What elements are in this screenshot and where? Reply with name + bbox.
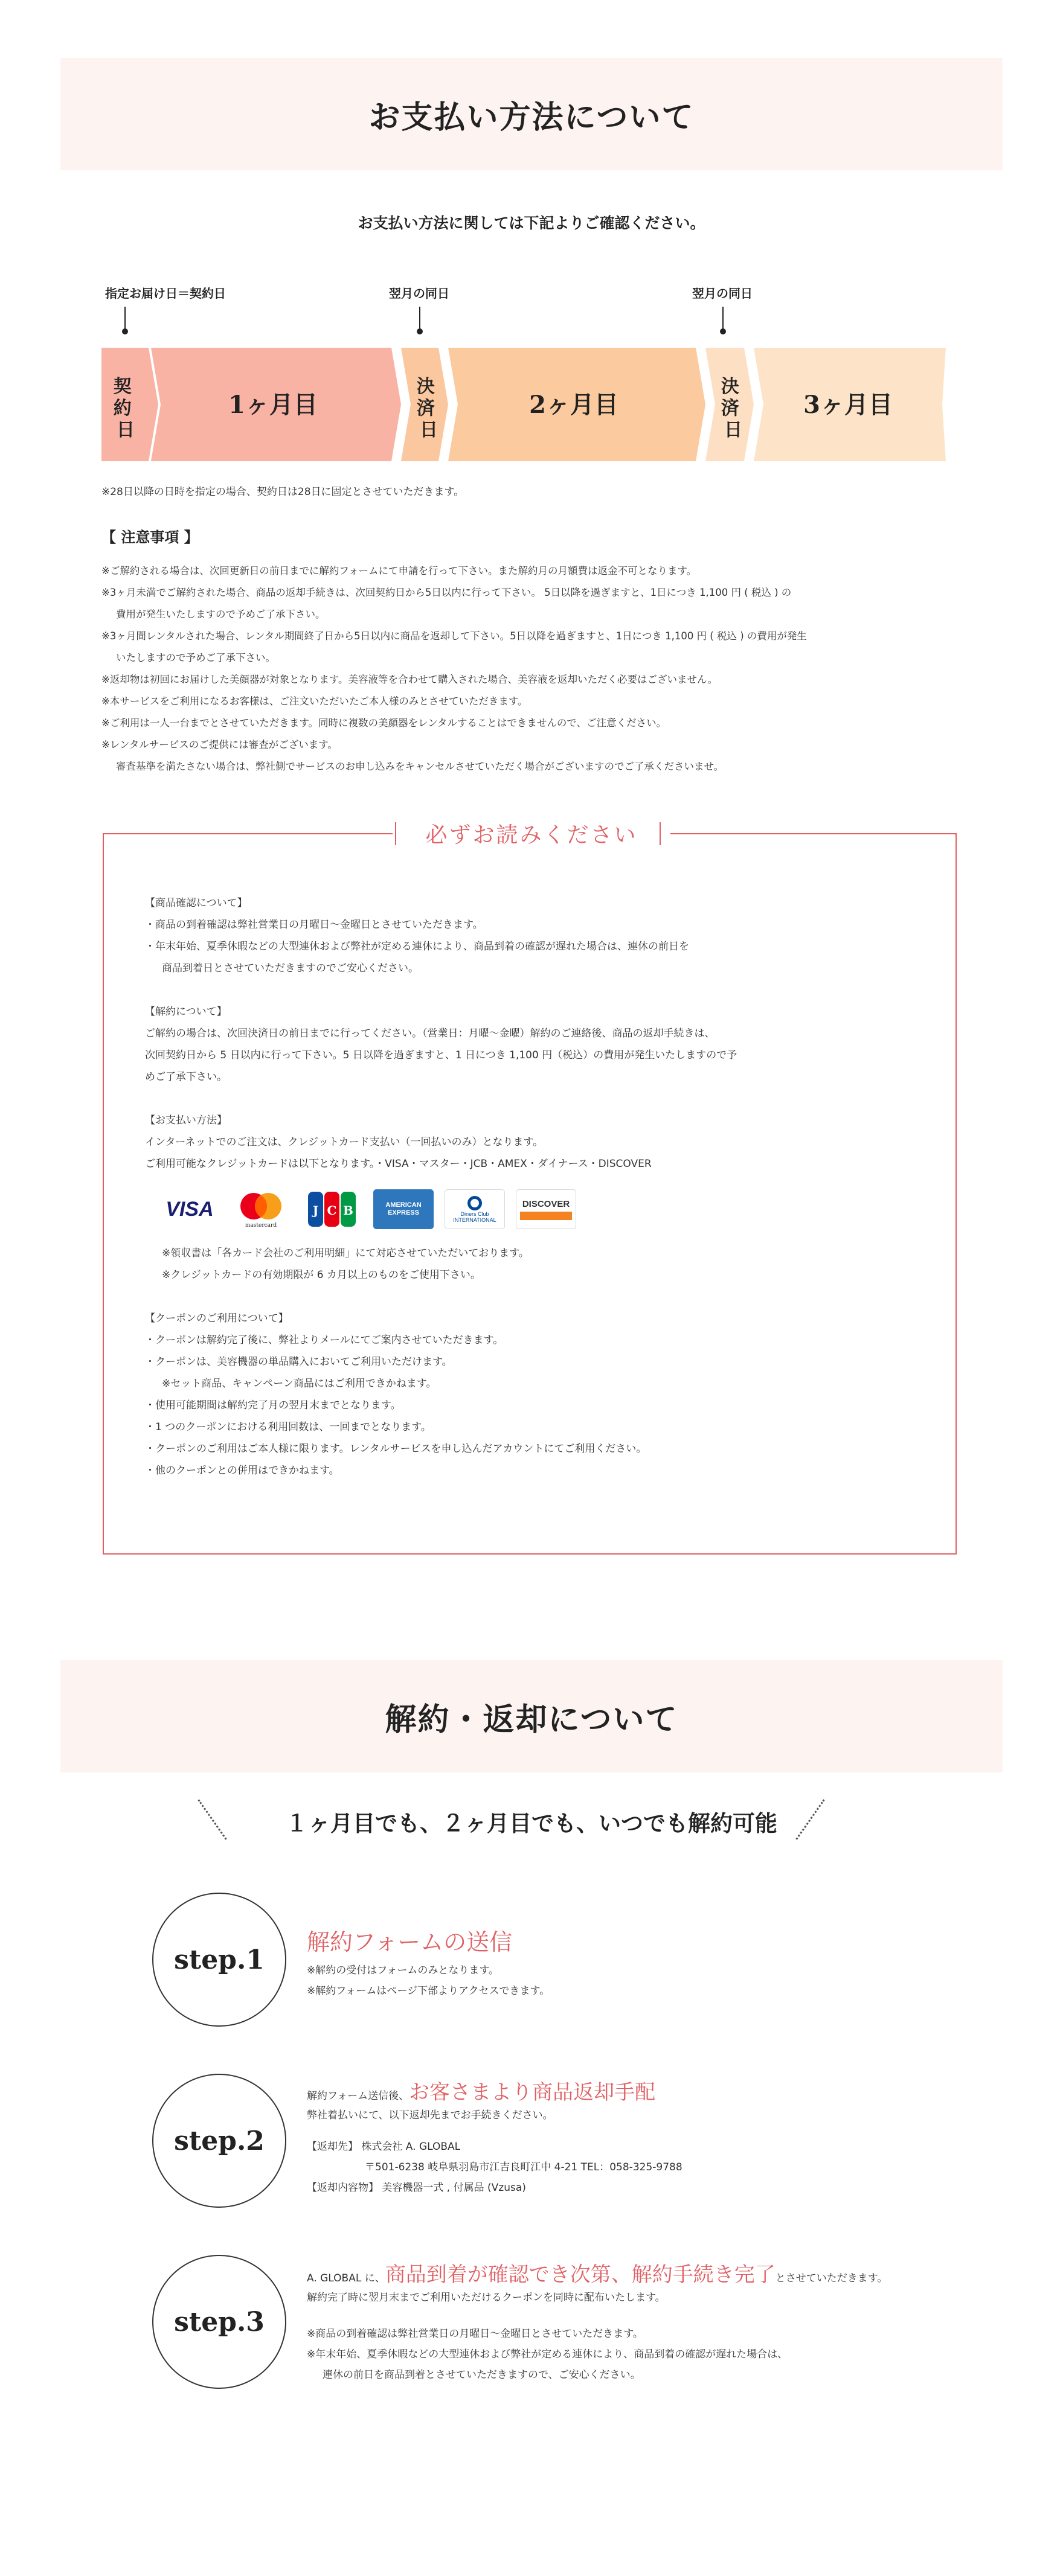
discover-logo	[516, 1189, 576, 1229]
step-1-badge-text: step.1	[174, 1944, 265, 1975]
step-1-badge	[152, 1893, 286, 2027]
discover-logo-text: DISCOVER	[522, 1198, 570, 1209]
step-3-line: 解約完了時に翌月末までご利用いただけるクーポンを同時に配布いたします。	[307, 2292, 666, 2304]
caution-line: ※ご解約される場合は、次回更新日の前日までに解約フォームにて申請を行って下さい。また解約月の月額費は返金不可となります。	[101, 565, 697, 577]
step-2-prefix: 解約フォーム送信後、	[307, 2090, 409, 2102]
label-contract-day-1: 契	[113, 376, 132, 397]
notice-title-tick-right	[660, 822, 661, 845]
caution-line: ※3ヶ月間レンタルされた場合、レンタル期間終了日から5日以内に商品を返却して下さい。5日以降を過ぎますと、1日につき 1,100 円 ( 税込 ) の費用が発生	[101, 630, 807, 642]
label-month-2: 2ヶ月目	[529, 391, 618, 419]
step-1-line: ※解約フォームはページ下部よりアクセスできます。	[307, 1985, 550, 1997]
return-address-line: 【返却内容物】 美容機器一式 , 付属品 (Vzusa)	[307, 2182, 526, 2194]
step-1-title: 解約フォームの送信	[307, 1929, 513, 1955]
product-check-line: 商品到着日とさせていただきますのでご安心ください。	[162, 962, 419, 974]
label-payment-day-2-a: 決	[721, 376, 739, 397]
payment-heading: 【お支払い方法】	[145, 1114, 227, 1127]
credit-card-logos	[159, 1189, 737, 1229]
diners-icon	[464, 1195, 485, 1211]
label-month-1: 1ヶ月目	[228, 391, 318, 419]
return-address-line: 【返却先】 株式会社 A. GLOBAL	[307, 2141, 461, 2153]
label-month-3: 3ヶ月目	[803, 391, 893, 419]
step-1-body	[307, 1923, 550, 2001]
label-payment-day-1-c: 日	[420, 420, 438, 441]
coupon-line: ・他のクーポンとの併用はできかねます。	[145, 1465, 339, 1477]
label-payment-day-1	[417, 376, 441, 441]
coupon-line: ・クーポンは、美容機器の単品購入においてご利用いただけます。	[145, 1356, 452, 1368]
coupon-heading: 【クーポンのご利用について】	[145, 1312, 289, 1325]
step-2-title: お客さまより商品返却手配	[409, 2080, 656, 2105]
payment-timeline	[0, 344, 1063, 471]
label-payment-day-2	[721, 376, 745, 441]
diners-logo	[445, 1189, 505, 1229]
payment-line: インターネットでのご注文は、クレジットカード支払い（一回払いのみ）となります。	[145, 1136, 544, 1148]
step-2-line: 弊社着払いにて、以下返却先までお手続きください。	[307, 2109, 553, 2121]
marker-contract-day: 指定お届け日＝契約日	[105, 286, 226, 301]
step-3-note: ※商品の到着確認は弊社営業日の月曜日～金曜日とさせていただきます。	[307, 2328, 643, 2340]
caution-line: いたしますので予めご了承下さい。	[116, 652, 275, 663]
marker-dot-2	[417, 328, 423, 334]
discover-stripe	[520, 1212, 572, 1220]
cancel-line: ご解約の場合は、次回決済日の前日までに行ってください。（営業日：月曜～金曜）解約のご連絡後、商品の返却手続きは、	[145, 1028, 715, 1040]
mastercard-logo	[231, 1189, 291, 1229]
payment-note: ※クレジットカードの有効期限が 6 カ月以上のものをご使用下さい。	[162, 1269, 481, 1281]
label-contract-day	[114, 376, 138, 441]
caution-list	[101, 560, 807, 778]
notice-box-title	[393, 820, 670, 846]
payment-lead-text: お支払い方法に関しては下記よりご確認ください。	[358, 214, 705, 232]
step-2-badge	[152, 2074, 286, 2208]
marker-next-month-2: 翌月の同日	[692, 286, 753, 301]
notice-content	[145, 892, 737, 1481]
tagline: １ヶ月目でも、２ヶ月目でも、いつでも解約可能	[286, 1810, 777, 1836]
product-check-line: ・年末年始、夏季休暇などの大型連休および弊社が定める連休により、商品到着の確認が遅れた場合は、連休の前日を	[145, 941, 689, 953]
label-payment-day-1-b: 済	[416, 398, 435, 419]
caution-line: ※本サービスをご利用になるお客様は、ご注文いただいたご本人様のみとさせていただきます。	[101, 695, 528, 707]
coupon-line: ・クーポンは解約完了後に、弊社よりメールにてご案内させていただきます。	[145, 1334, 504, 1346]
step-3-prefix: A. GLOBAL に、	[307, 2272, 385, 2284]
coupon-line: ・クーポンのご利用はご本人様に限ります。レンタルサービスを申し込んだアカウントにてご利用ください。	[145, 1443, 647, 1455]
mastercard-logo-text: mastercard	[245, 1222, 277, 1229]
payment-line: ご利用可能なクレジットカードは以下となります。・VISA・マスター・JCB・AMEX・ダイナース・DISCOVER	[145, 1158, 652, 1170]
product-check-heading: 【商品確認について】	[145, 897, 248, 909]
caution-line: ※返却物は初回にお届けした美顔器が対象となります。美容液等を合わせて購入された場合、美容液を返却いただく必要はございません。	[101, 674, 718, 685]
marker-line-3	[722, 307, 724, 331]
step-2-body	[307, 2076, 682, 2198]
step-1-line: ※解約の受付はフォームのみとなります。	[307, 1964, 499, 1977]
step-3-title: 商品到着が確認でき次第、解約手続き完了	[385, 2263, 776, 2287]
coupon-line: ・1 つのクーポンにおける利用回数は、一回までとなります。	[145, 1421, 431, 1433]
step-3-body	[307, 2258, 887, 2385]
timeline-note: ※28日以降の日時を指定の場合、契約日は28日に固定とさせていただきます。	[101, 486, 464, 498]
cancel-heading: 【解約について】	[145, 1006, 227, 1018]
marker-dot-3	[720, 328, 726, 334]
caution-line: ※レンタルサービスのご提供には審査がございます。	[101, 739, 338, 750]
coupon-line: ・使用可能期間は解約完了月の翌月末までとなります。	[145, 1399, 401, 1411]
step-3-badge-text: step.3	[174, 2306, 265, 2338]
notice-title-text: 必ずお読みください	[425, 822, 638, 848]
label-payment-day-2-b: 済	[721, 398, 739, 419]
payment-note: ※領収書は「各カード会社のご利用明細」にて対応させていただいております。	[162, 1247, 529, 1259]
marker-line-2	[419, 307, 420, 331]
step-2-badge-text: step.2	[174, 2125, 265, 2156]
svg-text:B: B	[343, 1203, 353, 1218]
notice-title-tick-left	[395, 822, 396, 845]
step-3-note: 連休の前日を商品到着とさせていただきますので、ご安心ください。	[323, 2369, 641, 2381]
label-payment-day-2-c: 日	[724, 420, 742, 441]
amex-logo-text: AMERICAN EXPRESS	[385, 1201, 422, 1216]
visa-logo	[159, 1189, 220, 1229]
mastercard-icon	[231, 1189, 291, 1229]
marker-dot-1	[122, 328, 128, 334]
caution-line: ※3ヶ月未満でご解約された場合、商品の返却手続きは、次回契約日から5日以内に行って下さい。 5日以降を過ぎますと、1日につき 1,100 円 ( 税込 ) の	[101, 587, 792, 598]
amex-logo	[373, 1189, 434, 1229]
return-address-line: 〒501-6238 岐阜県羽島市江吉良町江中 4-21 TEL：058-325-9788	[365, 2161, 682, 2173]
step-3-note: ※年末年始、夏季休暇などの大型連休および弊社が定める連休により、商品到着の確認が遅れた場合は、	[307, 2348, 788, 2360]
cancel-line: 次回契約日から 5 日以内に行って下さい。5 日以降を過ぎますと、1 日につき 1,100 円（税込）の費用が発生いたしますので予	[145, 1049, 737, 1061]
section-title: 解約・返却について	[385, 1701, 678, 1738]
svg-text:C: C	[327, 1203, 337, 1218]
jcb-icon	[307, 1191, 358, 1228]
cancel-line: めご了承下さい。	[145, 1071, 227, 1083]
label-payment-day-1-a: 決	[416, 376, 435, 397]
step-3-badge	[152, 2255, 286, 2389]
step-3-suffix: とさせていただきます。	[775, 2272, 888, 2284]
visa-logo-text: VISA	[165, 1197, 214, 1221]
caution-line: ※ご利用は一人一台までとさせていただきます。同時に複数の美顔器をレンタルすることはできませんので、ご注意ください。	[101, 717, 667, 729]
caution-line: 費用が発生いたしますので予めご了承下さい。	[116, 609, 326, 620]
caution-line: 審査基準を満たさない場合は、弊社側でサービスのお申し込みをキャンセルさせていただく場合がございますのでご了承くださいませ。	[116, 761, 724, 772]
marker-next-month-1: 翌月の同日	[389, 286, 449, 301]
coupon-line: ※セット商品、キャンペーン商品にはご利用できかねます。	[162, 1378, 437, 1390]
diners-logo-text: Diners Club INTERNATIONAL	[453, 1211, 496, 1223]
jcb-logo	[302, 1189, 362, 1229]
label-contract-day-3: 日	[117, 420, 135, 441]
caution-heading: 【 注意事項 】	[101, 529, 199, 546]
section-header-payment	[60, 58, 1003, 170]
page-title: お支払い方法について	[368, 98, 695, 136]
label-contract-day-2: 約	[113, 398, 132, 419]
section-header-cancel	[60, 1660, 1003, 1772]
marker-line-1	[124, 307, 126, 331]
svg-text:J: J	[312, 1203, 319, 1218]
product-check-line: ・商品の到着確認は弊社営業日の月曜日～金曜日とさせていただきます。	[145, 919, 483, 931]
